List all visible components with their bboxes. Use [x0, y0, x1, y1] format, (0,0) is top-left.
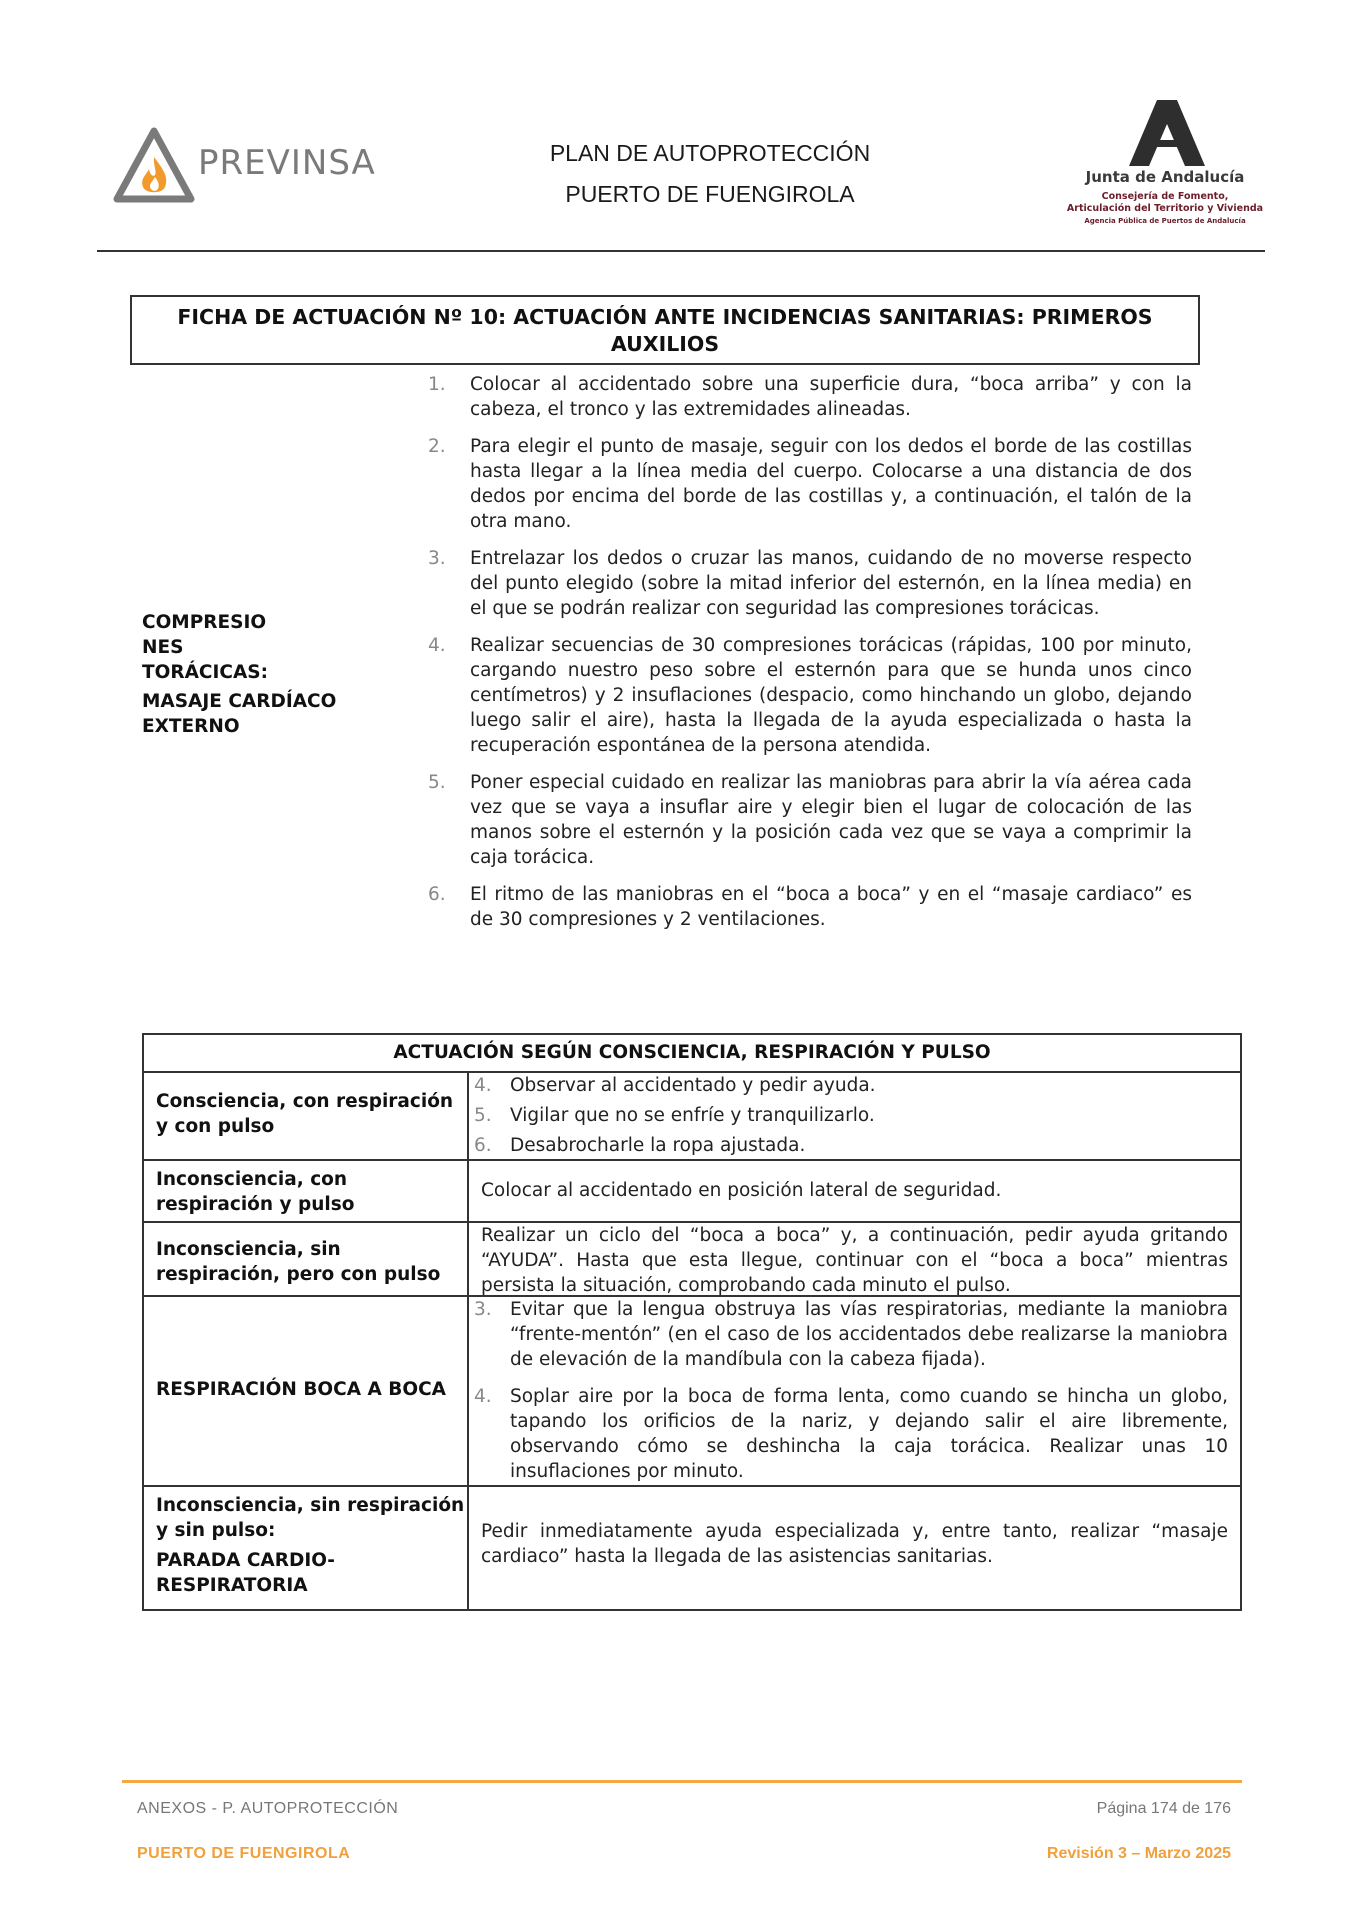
- item-number: 4.: [474, 1386, 492, 1407]
- row-content: [469, 1073, 1240, 1159]
- junta-department: [1065, 191, 1265, 215]
- step-text: Colocar al accidentado sobre una superficie dura, “boca arriba” y con la cabeza, el tronco y las extremidades alineadas.: [470, 374, 1192, 420]
- step-text: Poner especial cuidado en realizar las maniobras para abrir la vía aérea cada vez que se vaya a insuflar aire y elegir bien el lugar de colocación de las manos sobre el esternón y la posición cada vez que se vaya a comprimir la caja torácica.: [470, 772, 1192, 868]
- page-number: Página 174 de 176: [1096, 1800, 1231, 1817]
- list-item: [474, 1103, 1228, 1128]
- comp-label-line2: NES: [142, 637, 184, 658]
- item-number: 6.: [474, 1135, 492, 1156]
- item-text: Vigilar que no se enfríe y tranquilizarlo.: [510, 1105, 875, 1126]
- list-item: [428, 633, 1192, 758]
- table-row: [144, 1073, 1240, 1161]
- step-number: 2.: [428, 436, 446, 457]
- item-text: Soplar aire por la boca de forma lenta, como cuando se hincha un globo, tapando los orificios de la nariz, y dejando salir el aire libremente, observando cómo se deshincha la caja torácica. Realizar unas 10 insuflaciones por minuto.: [510, 1386, 1228, 1482]
- list-item: [428, 434, 1192, 534]
- list-item: [428, 546, 1192, 621]
- step-text: El ritmo de las maniobras en el “boca a boca” y en el “masaje cardiaco” es de 30 compresiones y 2 ventilaciones.: [470, 884, 1192, 930]
- junta-dept-line1: Consejería de Fomento,: [1101, 191, 1229, 202]
- step-text: Realizar secuencias de 30 compresiones torácicas (rápidas, 100 por minuto, cargando nuestro peso sobre el esternón para que se hunda unos cinco centímetros) y 2 insuflaciones (despacio, como hinchando un globo, dejando luego salir el aire), hasta la llegada de la ayuda especializada o hasta la recuperación espontánea de la persona atendida.: [470, 635, 1192, 756]
- item-number: 5.: [474, 1105, 492, 1126]
- table-row: [144, 1297, 1240, 1487]
- row-content: Colocar al accidentado en posición lateral de seguridad.: [481, 1180, 1002, 1201]
- junta-agency: Agencia Pública de Puertos de Andalucía: [1084, 217, 1246, 225]
- revision-label: Revisión 3 – Marzo 2025: [1046, 1845, 1231, 1862]
- step-number: 5.: [428, 772, 446, 793]
- junta-a-icon: [1127, 98, 1207, 168]
- flame-triangle-icon: [113, 127, 195, 207]
- previnsa-logo: [113, 127, 376, 207]
- step-number: 3.: [428, 548, 446, 569]
- list-item: [474, 1073, 1228, 1098]
- row-label: RESPIRACIÓN BOCA A BOCA: [144, 1297, 469, 1485]
- footer-section: ANEXOS - P. AUTOPROTECCIÓN: [137, 1800, 399, 1817]
- row-content: [469, 1297, 1240, 1485]
- row-label-line1: Inconsciencia, sin respiración y sin pulso:: [156, 1495, 465, 1541]
- compresiones-label: [142, 610, 342, 739]
- item-text: Evitar que la lengua obstruya las vías respiratorias, mediante la maniobra “frente-mentón” (en el caso de los accidentados debe realizarse la maniobra de elevación de la mandíbula con la cabeza fijada).: [510, 1299, 1228, 1370]
- row-content: Realizar un ciclo del “boca a boca” y, a continuación, pedir ayuda gritando “AYUDA”. Hasta que esta llegue, continuar con el “boca a boca” mientras persista la situación, comprobando cada minuto el pulso.: [481, 1225, 1228, 1296]
- comp-label-line1: COMPRESIO: [142, 612, 267, 633]
- list-item: [474, 1297, 1228, 1372]
- row-content: Pedir inmediatamente ayuda especializada y, entre tanto, realizar “masaje cardiaco” hasta la llegada de las asistencias sanitarias.: [481, 1521, 1228, 1567]
- list-item: [428, 372, 1192, 422]
- step-number: 1.: [428, 374, 446, 395]
- document-title: PLAN DE AUTOPROTECCIÓN: [549, 140, 871, 166]
- ficha-title-line1: FICHA DE ACTUACIÓN Nº 10: ACTUACIÓN ANTE INCIDENCIAS SANITARIAS: PRIMEROS: [177, 305, 1153, 329]
- actuacion-table: [142, 1033, 1242, 1611]
- junta-andalucia-logo: [1065, 98, 1265, 223]
- table-header: ACTUACIÓN SEGÚN CONSCIENCIA, RESPIRACIÓN Y PULSO: [144, 1035, 1240, 1073]
- table-row: [144, 1161, 1240, 1223]
- table-row: [144, 1487, 1240, 1609]
- step-text: Para elegir el punto de masaje, seguir con los dedos el borde de las costillas hasta llegar a la línea media del cuerpo. Colocarse a una distancia de dos dedos por encima del borde de las costillas y, a continuación, el talón de la otra mano.: [470, 436, 1192, 532]
- item-text: Desabrocharle la ropa ajustada.: [510, 1135, 806, 1156]
- footer-location: PUERTO DE FUENGIROLA: [137, 1845, 351, 1862]
- compresiones-steps: [428, 372, 1192, 944]
- comp-label-line4: MASAJE CARDÍACO: [142, 691, 337, 712]
- row-label-line2: PARADA CARDIO-RESPIRATORIA: [156, 1550, 335, 1596]
- junta-dept-line2: Articulación del Territorio y Vivienda: [1066, 203, 1264, 214]
- list-item: [474, 1133, 1228, 1158]
- previnsa-brand: PREVINSA: [198, 143, 376, 183]
- row-label: [144, 1487, 469, 1609]
- comp-label-line3: TORÁCICAS:: [142, 662, 268, 683]
- item-text: Observar al accidentado y pedir ayuda.: [510, 1075, 876, 1096]
- item-number: 3.: [474, 1299, 492, 1320]
- row-label: Inconsciencia, con respiración y pulso: [144, 1161, 469, 1221]
- step-number: 4.: [428, 635, 446, 656]
- table-row: [144, 1223, 1240, 1297]
- document-subtitle: PUERTO DE FUENGIROLA: [565, 181, 855, 207]
- list-item: [428, 882, 1192, 932]
- row-label: Inconsciencia, sin respiración, pero con pulso: [144, 1223, 469, 1295]
- item-number: 4.: [474, 1075, 492, 1096]
- ficha-title-line2: AUXILIOS: [610, 332, 720, 356]
- footer-divider: [122, 1780, 1242, 1783]
- row-label: Consciencia, con respiración y con pulso: [144, 1073, 469, 1159]
- ficha-title-box: [130, 295, 1200, 365]
- step-number: 6.: [428, 884, 446, 905]
- header-divider: [97, 250, 1265, 252]
- list-item: [428, 770, 1192, 870]
- list-item: [474, 1384, 1228, 1484]
- comp-label-line5: EXTERNO: [142, 716, 240, 737]
- step-text: Entrelazar los dedos o cruzar las manos, cuidando de no moverse respecto del punto elegido (sobre la mitad inferior del esternón, en la línea media) en el que se podrán realizar con seguridad las compresiones torácicas.: [470, 548, 1192, 619]
- junta-name: Junta de Andalucía: [1085, 168, 1245, 186]
